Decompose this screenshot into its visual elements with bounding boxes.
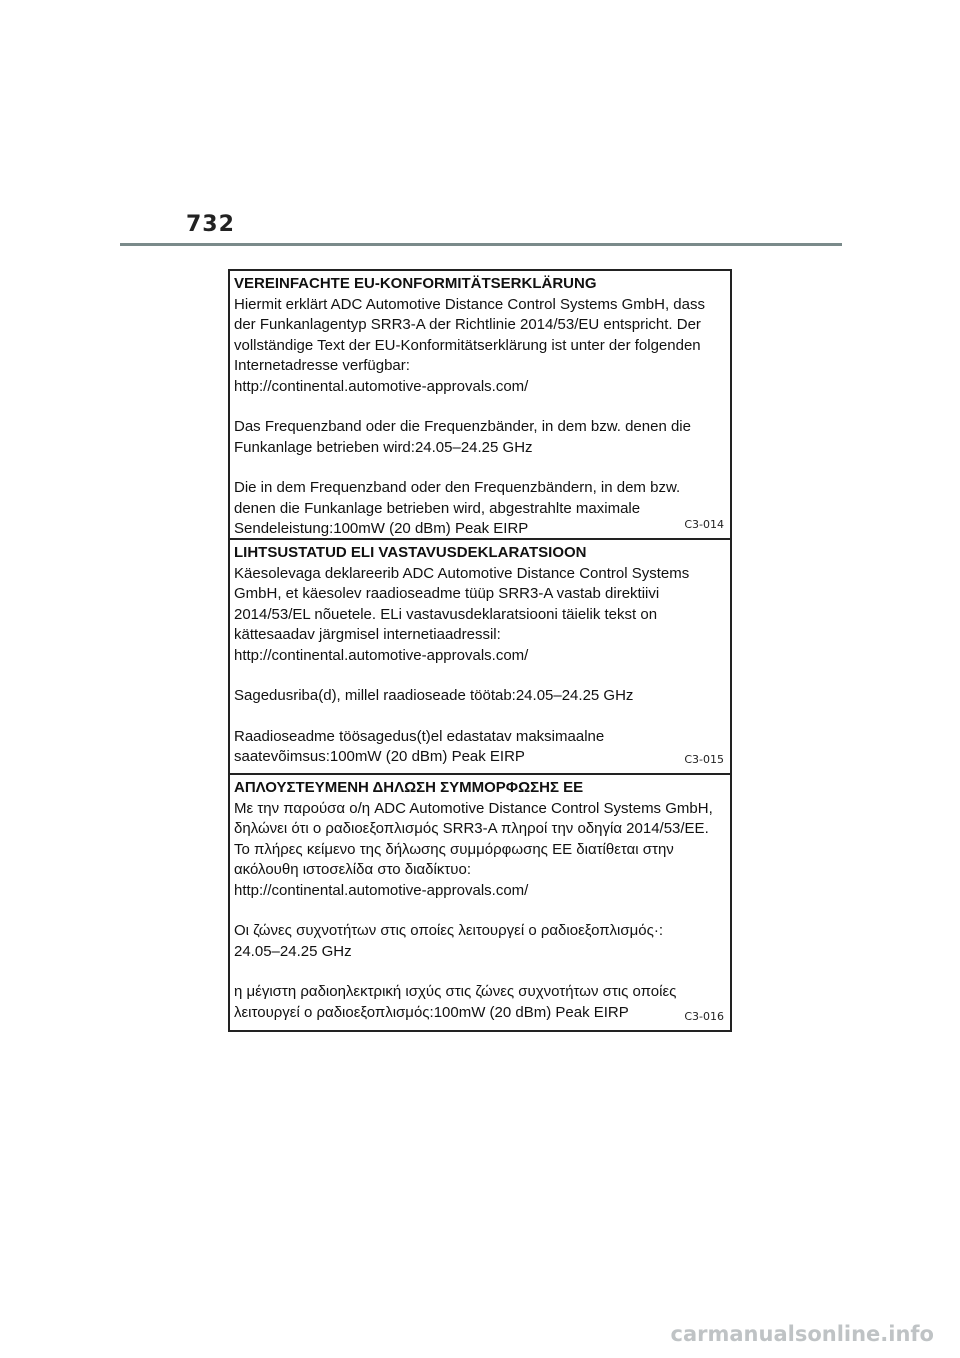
- spacer: [234, 901, 724, 921]
- text-line: η μέγιστη ραδιοηλεκτρική ισχύς στις ζώνες συχνοτήτων στις οποίες: [234, 983, 677, 1000]
- spacer: [234, 458, 724, 478]
- text-line: 24.05–24.25 GHz: [234, 942, 352, 960]
- section-title: VEREINFACHTE EU-KONFORMITÄTSERKLÄRUNG: [234, 275, 597, 292]
- text-line: 2014/53/EL nõuetele. ELi vastavusdeklaratsiooni täielik tekst on: [234, 605, 658, 623]
- text-line: Raadioseadme töösagedus(t)el edastatav maksimaalne: [234, 727, 605, 745]
- url-text: http://continental.automotive-approvals.com/: [234, 377, 529, 395]
- text-line: GmbH, et käesolev raadioseadme tüüp SRR3-A vastab direktiivi: [234, 585, 660, 602]
- text-line: Sendeleistung:100mW (20 dBm) Peak EIRP: [234, 520, 529, 537]
- section-code: C3-016: [684, 1009, 724, 1023]
- text-line: δηλώνει ότι ο ραδιοεξοπλισμός SRR3-A πληροί την οδηγία 2014/53/ΕΕ.: [234, 820, 709, 837]
- text-line: saatevõimsus:100mW (20 dBm) Peak EIRP: [234, 748, 525, 765]
- conformity-notice-box: [228, 269, 732, 1032]
- watermark: carmanualsonline.info: [670, 1322, 934, 1346]
- spacer: [234, 397, 724, 417]
- text-line: λειτουργεί ο ραδιοεξοπλισμός:100mW (20 dBm) Peak EIRP: [234, 1003, 629, 1021]
- text-line: Käesolevaga deklareerib ADC Automotive Distance Control Systems: [234, 564, 690, 582]
- url-text: http://continental.automotive-approvals.com/: [234, 881, 529, 899]
- text-line: der Funkanlagentyp SRR3-A der Richtlinie 2014/53/EU entspricht. Der: [234, 316, 701, 333]
- text-line: Das Frequenzband oder die Frequenzbänder, in dem bzw. denen die: [234, 418, 691, 435]
- text-line: Internetadresse verfügbar:: [234, 357, 410, 374]
- section-greek: [230, 773, 730, 1030]
- spacer: [234, 666, 724, 686]
- text-line: vollständige Text der EU-Konformitätserklärung ist unter der folgenden: [234, 336, 701, 354]
- text-line: Funkanlage betrieben wird:24.05–24.25 GHz: [234, 438, 533, 456]
- spacer: [234, 707, 724, 727]
- text-line: denen die Funkanlage betrieben wird, abgestrahlte maximale: [234, 499, 641, 517]
- section-title: LIHTSUSTATUD ELI VASTAVUSDEKLARATSIOON: [234, 544, 587, 561]
- text-line: Το πλήρες κείμενο της δήλωσης συμμόρφωσης ΕΕ διατίθεται στην: [234, 840, 674, 858]
- url-text: http://continental.automotive-approvals.com/: [234, 646, 529, 664]
- text-line: kättesaadav järgmisel internetiaadressil:: [234, 626, 501, 643]
- section-title: ΑΠΛΟΥΣΤΕΥΜΕΝΗ ΔΗΛΩΣΗ ΣΥΜΜΟΡΦΩΣΗΣ ΕΕ: [234, 779, 584, 796]
- text-line: Die in dem Frequenzband oder den Frequenzbändern, in dem bzw.: [234, 479, 681, 496]
- header-rule: [120, 243, 842, 246]
- text-line: Sagedusriba(d), millel raadioseade töötab:24.05–24.25 GHz: [234, 687, 634, 704]
- section-german: [230, 271, 730, 538]
- text-line: Hiermit erklärt ADC Automotive Distance Control Systems GmbH, dass: [234, 295, 705, 313]
- page-number: 732: [186, 212, 235, 237]
- section-estonian: [230, 538, 730, 773]
- text-line: ακόλουθη ιστοσελίδα στο διαδίκτυο:: [234, 861, 471, 878]
- section-code: C3-014: [684, 517, 724, 531]
- spacer: [234, 962, 724, 982]
- section-code: C3-015: [684, 752, 724, 766]
- text-line: Οι ζώνες συχνοτήτων στις οποίες λειτουργεί ο ραδιοεξοπλισμός·:: [234, 922, 664, 939]
- text-line: Με την παρούσα ο/η ADC Automotive Distance Control Systems GmbH,: [234, 799, 713, 817]
